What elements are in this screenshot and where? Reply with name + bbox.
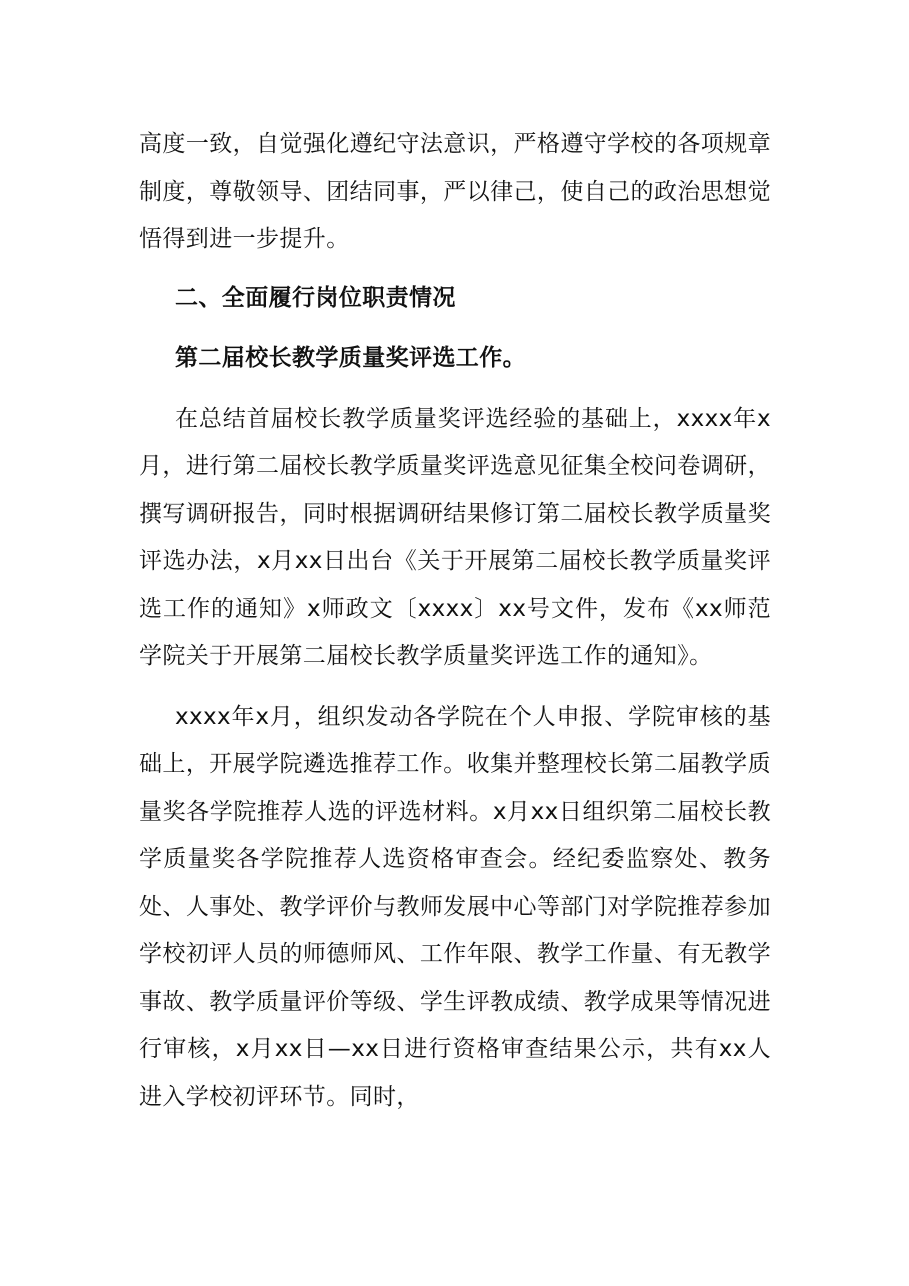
body-paragraph-1: 在总结首届校长教学质量奖评选经验的基础上，xxxx年x月，进行第二届校长教学质量奖评选意见征集全校问卷调研，撰写调研报告，同时根据调研结果修订第二届校长教学质量奖评选办法，x月xx日出台《关于开展第二届校长教学质量奖评选工作的通知》x师政文〔xxxx〕xx号文件，发布《xx师范学院关于开展第二届校长教学质量奖评选工作的通知》。 [139, 405, 771, 669]
spacer [139, 264, 771, 275]
spacer [139, 322, 771, 335]
spacer [139, 681, 771, 694]
section-heading: 二、全面履行岗位职责情况 [175, 284, 456, 311]
subsection-heading: 第二届校长教学质量奖评选工作。 [175, 345, 526, 371]
document-body [139, 121, 771, 1121]
spacer [139, 383, 771, 396]
intro-paragraph: 高度一致，自觉强化遵纪守法意识，严格遵守学校的各项规章制度，尊敬领导、团结同事，严以律己，使自己的政治思想觉悟得到进一步提升。 [139, 131, 771, 252]
body-paragraph-2: xxxx年x月，组织发动各学院在个人申报、学院审核的基础上，开展学院遴选推荐工作。收集并整理校长第二届教学质量奖各学院推荐人选的评选材料。x月xx日组织第二届校长教学质量奖各学院推荐人选资格审查会。经纪委监察处、教务处、人事处、教学评价与教师发展中心等部门对学院推荐参加学校初评人员的师德师风、工作年限、教学工作量、有无教学事故、教学质量评价等级、学生评教成绩、教学成果等情况进行审核，x月xx日—xx日进行资格审查结果公示，共有xx人进入学校初评环节。同时， [139, 703, 771, 1110]
